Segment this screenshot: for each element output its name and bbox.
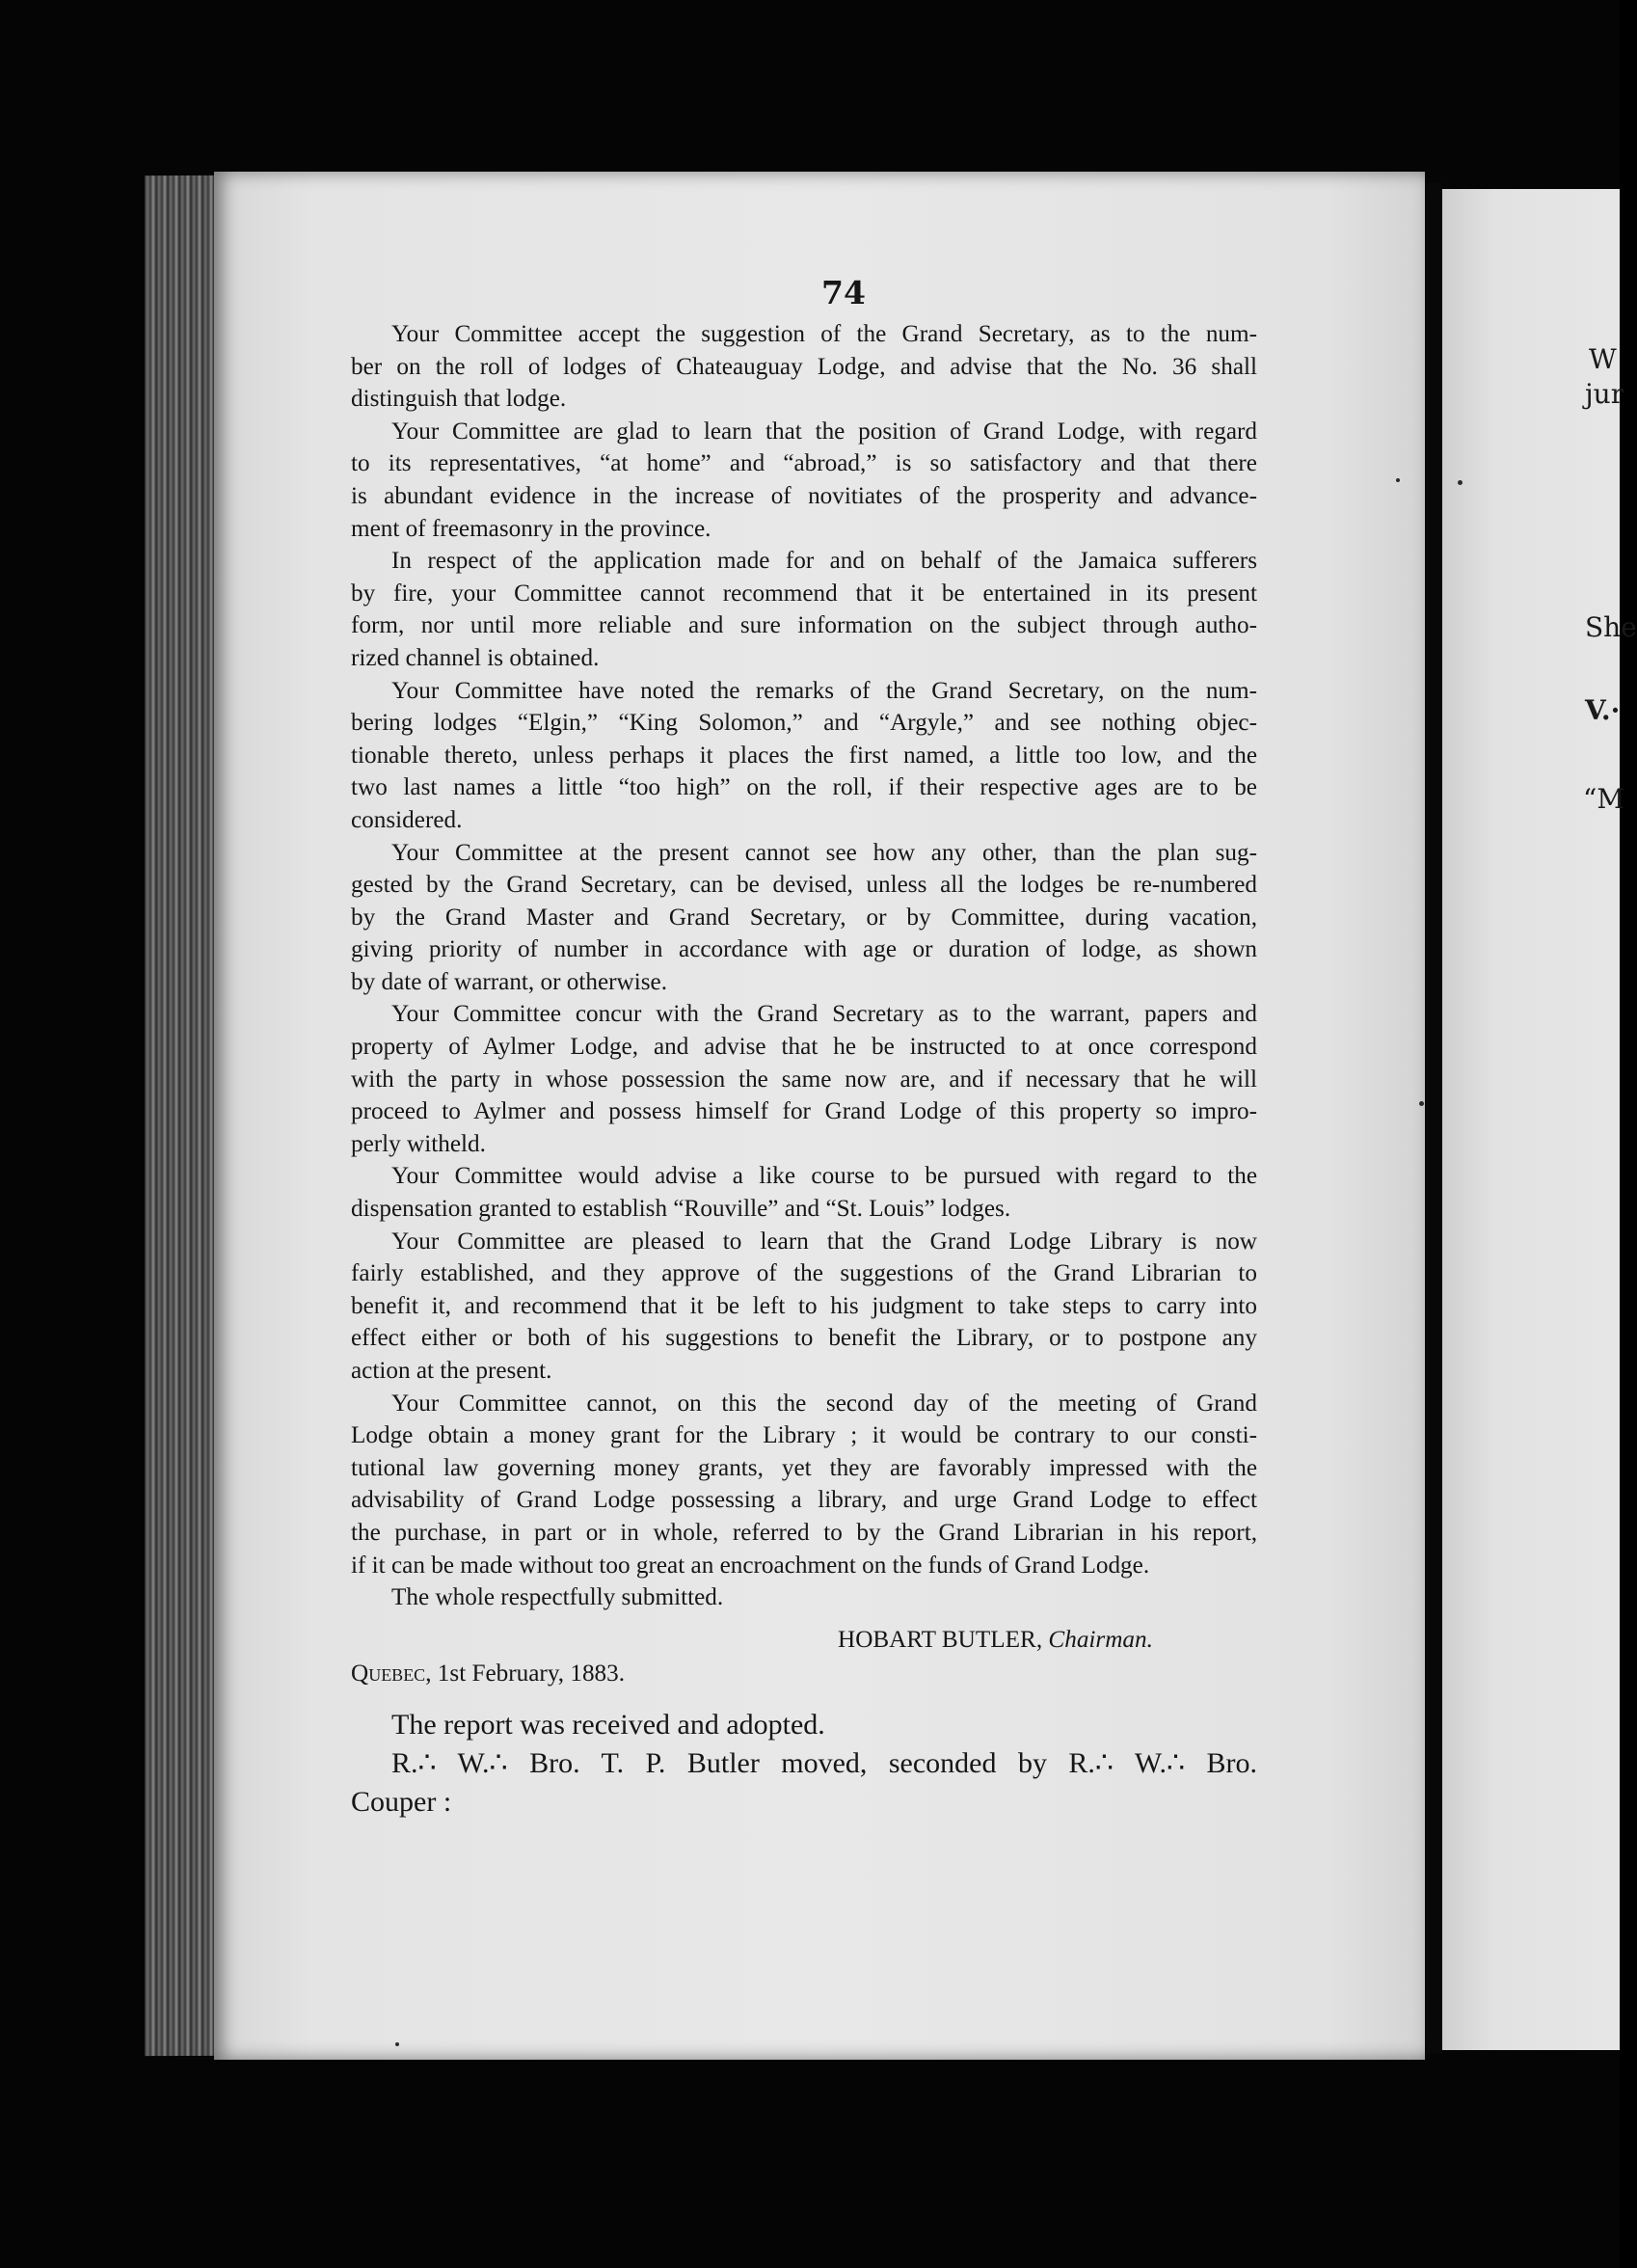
adjacent-fragment: jur (1585, 378, 1624, 410)
adjacent-fragment: W (1589, 343, 1617, 375)
text-line: by date of warrant, or otherwise. (351, 968, 668, 995)
text-line: tionable thereto, unless perhaps it places the first named, a little too low, and the (351, 742, 1257, 769)
text-line: Your Committee cannot, on this the second day of the meeting of Grand (391, 1390, 1257, 1417)
signatory-role: Chairman. (1048, 1626, 1153, 1653)
paragraph (351, 998, 1257, 1160)
text-line: property of Aylmer Lodge, and advise that he be instructed to at once correspond (351, 1034, 1257, 1061)
paragraph (351, 545, 1257, 674)
text-line: two last names a little “too high” on the roll, if their respective ages are to be (351, 774, 1257, 801)
paragraph (351, 1160, 1257, 1225)
text-line: Your Committee have noted the remarks of the Grand Secretary, on the num- (391, 677, 1257, 704)
text-line: Your Committee are pleased to learn that the Grand Lodge Library is now (391, 1228, 1257, 1255)
paragraph (351, 675, 1257, 837)
text-line: giving priority of number in accordance with age or duration of lodge, as shown (351, 936, 1257, 963)
text-line: ment of freemasonry in the province. (351, 515, 711, 542)
text-line: Your Committee are glad to learn that the position of Grand Lodge, with regard (391, 418, 1257, 445)
text-line: distinguish that lodge. (351, 386, 567, 413)
text-line: Your Committee accept the suggestion of the Grand Secretary, as to the num- (391, 321, 1257, 347)
text-line: rized channel is obtained. (351, 644, 600, 671)
paragraph (351, 1744, 1257, 1822)
body-text (351, 318, 1257, 1822)
text-line: form, nor until more reliable and sure information on the subject through autho- (351, 612, 1257, 639)
dateline-place: Quebec, (351, 1660, 432, 1688)
dust-speck (1419, 1101, 1424, 1106)
text-line: ber on the roll of lodges of Chateauguay Lodge, and advise that the No. 36 shall (351, 353, 1257, 380)
paragraph (351, 1581, 1257, 1614)
text-line: advisability of Grand Lodge possessing a library, and urge Grand Lodge to effect (351, 1487, 1257, 1514)
text-line: gested by the Grand Secretary, can be devised, unless all the lodges be re-numbered (351, 872, 1257, 899)
dateline (351, 1658, 1257, 1690)
signature (351, 1624, 1257, 1657)
text-line: benefit it, and recommend that it be left to his judgment to take steps to carry into (351, 1292, 1257, 1319)
text-line: Lodge obtain a money grant for the Library ; it would be contrary to our consti- (351, 1422, 1257, 1449)
signatory-name: HOBART BUTLER, (838, 1626, 1043, 1653)
text-line: the purchase, in part or in whole, referred to by the Grand Librarian in his report, (351, 1519, 1257, 1546)
text-line: Your Committee concur with the Grand Secretary as to the warrant, papers and (391, 1001, 1257, 1028)
adjacent-page (1442, 189, 1637, 2050)
text-line: by the Grand Master and Grand Secretary, or by Committee, during vacation, (351, 904, 1257, 931)
adjacent-fragment: “M (1583, 783, 1624, 815)
paragraph (351, 1388, 1257, 1582)
adjacent-fragment: She (1585, 611, 1637, 643)
text-line: tutional law governing money grants, yet they are favorably impressed with the (351, 1454, 1257, 1481)
report-paragraphs (351, 318, 1257, 1614)
text-line: Your Committee would advise a like course to be pursued with regard to the (391, 1163, 1257, 1190)
text-line: fairly established, and they approve of the suggestions of the Grand Librarian to (351, 1260, 1257, 1287)
main-page (214, 172, 1425, 2060)
text-line: to its representatives, “at home” and “abroad,” is so satisfactory and that there (351, 450, 1257, 477)
text-line: by fire, your Committee cannot recommend that it be entertained in its present (351, 580, 1257, 607)
text-line: effect either or both of his suggestions to benefit the Library, or to postpone any (351, 1325, 1257, 1352)
text-line: perly witheld. (351, 1130, 486, 1157)
text-line: Couper : (351, 1785, 452, 1818)
closing-paragraphs (351, 1706, 1257, 1822)
text-line: bering lodges “Elgin,” “King Solomon,” and “Argyle,” and see nothing objec- (351, 710, 1257, 737)
page-number: 74 (821, 274, 866, 311)
text-line: In respect of the application made for and on behalf of the Jamaica sufferers (391, 548, 1257, 575)
page-stack-edge (145, 176, 220, 2056)
text-line: The whole respectfully submitted. (391, 1584, 724, 1611)
paragraph (351, 1226, 1257, 1388)
paragraph (351, 416, 1257, 545)
paragraph (351, 1706, 1257, 1744)
dust-speck (395, 2042, 399, 2046)
text-line: Your Committee at the present cannot see how any other, than the plan sug- (391, 839, 1257, 866)
text-line: R.∴ W.∴ Bro. T. P. Butler moved, seconded by R.∴ W.∴ Bro. (391, 1746, 1257, 1779)
text-line: is abundant evidence in the increase of novitiates of the prosperity and advance- (351, 482, 1257, 509)
text-line: considered. (351, 806, 463, 833)
text-line: proceed to Aylmer and possess himself for Grand Lodge of this property so impro- (351, 1098, 1257, 1125)
text-line: with the party in whose possession the same now are, and if necessary that he will (351, 1066, 1257, 1093)
dust-speck (1396, 478, 1400, 482)
dateline-date: 1st February, 1883. (437, 1660, 626, 1688)
text-line: The report was received and adopted. (391, 1708, 825, 1741)
adjacent-fragment: V.· (1585, 694, 1621, 726)
book-gutter (1425, 183, 1442, 2054)
paragraph (351, 837, 1257, 999)
text-line: if it can be made without too great an encroachment on the funds of Grand Lodge. (351, 1552, 1150, 1579)
paragraph (351, 318, 1257, 416)
text-line: dispensation granted to establish “Rouville” and “St. Louis” lodges. (351, 1196, 1011, 1223)
dust-speck (1458, 480, 1463, 485)
text-line: action at the present. (351, 1358, 552, 1384)
